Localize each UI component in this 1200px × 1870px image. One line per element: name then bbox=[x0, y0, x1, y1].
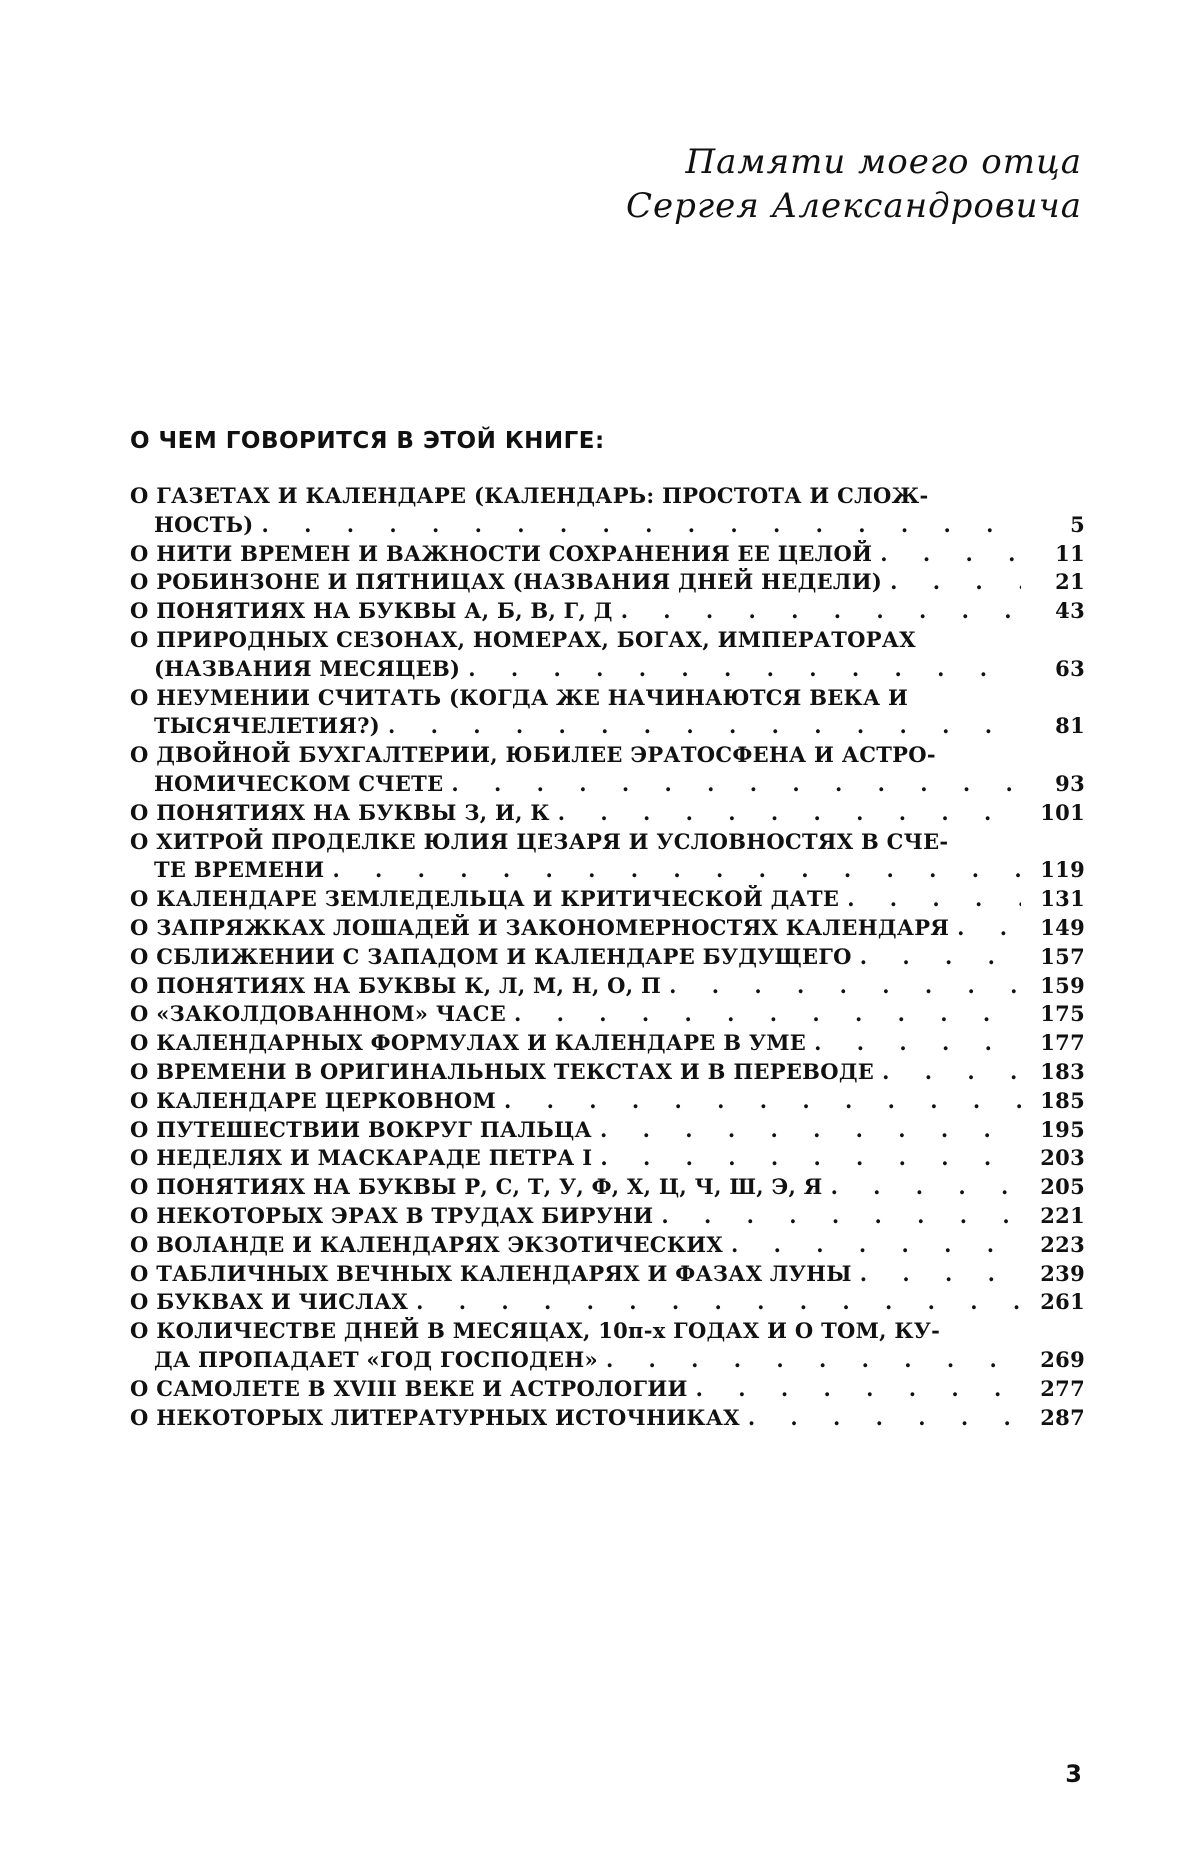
toc-entry-title-line bbox=[130, 540, 1021, 569]
toc-entry-title-text: О ПРИРОДНЫХ СЕЗОНАХ, НОМЕРАХ, БОГАХ, ИМПЕРАТОРАХ bbox=[130, 626, 916, 652]
toc-entry-title-line bbox=[130, 1173, 1021, 1202]
toc-entry-title bbox=[130, 1260, 1021, 1289]
toc-entry-page: 43 bbox=[1055, 598, 1085, 624]
toc-entry-title bbox=[130, 741, 1021, 799]
toc-entry-title bbox=[130, 972, 1021, 1001]
toc-entry-page: 287 bbox=[1040, 1404, 1085, 1430]
dot-leader bbox=[814, 1029, 1021, 1058]
toc-entry-title-text: НОМИЧЕСКОМ СЧЕТЕ bbox=[154, 770, 444, 796]
toc-entry bbox=[130, 1260, 1085, 1289]
dot-leader bbox=[831, 1173, 1021, 1202]
toc-entry-page: 205 bbox=[1040, 1174, 1085, 1200]
toc-entry-title-text: ДА ПРОПАДАЕТ «ГОД ГОСПОДЕН» bbox=[154, 1346, 598, 1372]
toc-entry-title-text: О ПОНЯТИЯХ НА БУКВЫ А, Б, В, Г, Д bbox=[130, 598, 613, 624]
toc-entry bbox=[130, 540, 1085, 569]
toc-entry-page: 175 bbox=[1040, 1001, 1085, 1027]
toc-entry-title-text: О ХИТРОЙ ПРОДЕЛКЕ ЮЛИЯ ЦЕЗАРЯ И УСЛОВНОСТЯХ В СЧЕ- bbox=[130, 828, 949, 854]
toc-entry-page: 203 bbox=[1040, 1145, 1085, 1171]
toc-entry-title-text: О ТАБЛИЧНЫХ ВЕЧНЫХ КАЛЕНДАРЯХ И ФАЗАХ ЛУНЫ bbox=[130, 1260, 852, 1286]
toc-entry-title-line bbox=[130, 1317, 1021, 1346]
toc-entry-title-text: О ПУТЕШЕСТВИИ ВОКРУГ ПАЛЬЦА bbox=[130, 1116, 592, 1142]
dot-leader bbox=[621, 597, 1021, 626]
toc-entry-page: 221 bbox=[1040, 1202, 1085, 1228]
toc-entry bbox=[130, 1173, 1085, 1202]
toc-entry-title bbox=[130, 1317, 1021, 1375]
dot-leader bbox=[504, 1087, 1021, 1116]
toc-entry-page: 159 bbox=[1040, 972, 1085, 998]
toc-entry-title-line bbox=[130, 1000, 1021, 1029]
toc-entry-title-line bbox=[130, 741, 1021, 770]
toc-entry-title bbox=[130, 540, 1021, 569]
dot-leader bbox=[696, 1375, 1021, 1404]
toc-entry-title-line bbox=[130, 684, 1021, 713]
toc-entry bbox=[130, 482, 1085, 540]
toc-entry-title bbox=[130, 1087, 1021, 1116]
dot-leader bbox=[860, 943, 1021, 972]
toc-entry-title-text: О ПОНЯТИЯХ НА БУКВЫ Р, С, Т, У, Ф, Х, Ц, Ч, Ш, Э, Я bbox=[130, 1174, 823, 1200]
toc-entry-title-text: О «ЗАКОЛДОВАННОМ» ЧАСЕ bbox=[130, 1001, 507, 1027]
toc-entry-title-line bbox=[130, 972, 1021, 1001]
table-of-contents bbox=[130, 482, 1085, 1432]
toc-entry-title-line bbox=[130, 655, 1021, 684]
toc-entry-title-text: ТЫСЯЧЕЛЕТИЯ?) bbox=[154, 713, 380, 739]
dot-leader bbox=[600, 1144, 1021, 1173]
toc-entry-page: 81 bbox=[1055, 713, 1085, 739]
toc-entry-title-text: О НЕДЕЛЯХ И МАСКАРАДЕ ПЕТРА I bbox=[130, 1145, 593, 1171]
toc-entry-title-text: О СБЛИЖЕНИИ С ЗАПАДОМ И КАЛЕНДАРЕ БУДУЩЕГО bbox=[130, 943, 852, 969]
toc-entry-title-line bbox=[130, 1029, 1021, 1058]
toc-entry-page: 157 bbox=[1040, 943, 1085, 969]
dot-leader bbox=[416, 1288, 1021, 1317]
toc-entry-title-line bbox=[130, 511, 1021, 540]
toc-entry-title bbox=[130, 482, 1021, 540]
toc-entry-title-line bbox=[130, 1260, 1021, 1289]
toc-entry-title-line bbox=[130, 828, 1021, 857]
toc-entry-title-text: О НЕУМЕНИИ СЧИТАТЬ (КОГДА ЖЕ НАЧИНАЮТСЯ ВЕКА И bbox=[130, 684, 909, 710]
toc-entry bbox=[130, 684, 1085, 742]
toc-entry-title-line bbox=[130, 568, 1021, 597]
dot-leader bbox=[957, 914, 1021, 943]
toc-entry-title-text: О КОЛИЧЕСТВЕ ДНЕЙ В МЕСЯЦАХ, 10п-х ГОДАХ И О ТОМ, КУ- bbox=[130, 1318, 941, 1344]
toc-entry-title-line bbox=[130, 1404, 1021, 1433]
toc-entry-title-line bbox=[130, 1288, 1021, 1317]
toc-entry-title bbox=[130, 568, 1021, 597]
toc-entry bbox=[130, 943, 1085, 972]
toc-entry-page: 269 bbox=[1040, 1346, 1085, 1372]
toc-entry bbox=[130, 1029, 1085, 1058]
toc-entry-title-line bbox=[130, 1231, 1021, 1260]
dot-leader bbox=[882, 1058, 1021, 1087]
toc-entry-page: 261 bbox=[1040, 1289, 1085, 1315]
dot-leader bbox=[880, 540, 1021, 569]
toc-entry-title bbox=[130, 943, 1021, 972]
toc-entry-title bbox=[130, 626, 1021, 684]
dot-leader bbox=[890, 568, 1021, 597]
dot-leader bbox=[558, 799, 1021, 828]
toc-entry-title-line bbox=[130, 626, 1021, 655]
toc-entry-title-line bbox=[130, 1346, 1021, 1375]
dot-leader bbox=[860, 1260, 1021, 1289]
page-number: 3 bbox=[1065, 1760, 1082, 1788]
toc-entry-title-line bbox=[130, 712, 1021, 741]
toc-entry-title-text: О ПОНЯТИЯХ НА БУКВЫ З, И, К bbox=[130, 799, 550, 825]
toc-entry bbox=[130, 1058, 1085, 1087]
toc-entry bbox=[130, 741, 1085, 799]
toc-entry-title bbox=[130, 684, 1021, 742]
toc-entry-page: 149 bbox=[1040, 914, 1085, 940]
toc-entry-page: 223 bbox=[1040, 1231, 1085, 1257]
toc-entry-title-text: О КАЛЕНДАРЕ ЗЕМЛЕДЕЛЬЦА И КРИТИЧЕСКОЙ ДАТЕ bbox=[130, 886, 840, 912]
toc-entry-title-line bbox=[130, 770, 1021, 799]
toc-entry-title bbox=[130, 1058, 1021, 1087]
toc-entry-title bbox=[130, 1144, 1021, 1173]
toc-entry-title-text: О ГАЗЕТАХ И КАЛЕНДАРЕ (КАЛЕНДАРЬ: ПРОСТОТА И СЛОЖ- bbox=[130, 483, 929, 508]
toc-entry bbox=[130, 828, 1085, 886]
toc-entry-title-line bbox=[130, 856, 1021, 885]
toc-entry-title-text: О РОБИНЗОНЕ И ПЯТНИЦАХ (НАЗВАНИЯ ДНЕЙ НЕДЕЛИ) bbox=[130, 569, 883, 595]
toc-entry bbox=[130, 1144, 1085, 1173]
toc-entry-title bbox=[130, 1375, 1021, 1404]
toc-entry bbox=[130, 568, 1085, 597]
toc-entry-title bbox=[130, 828, 1021, 886]
dot-leader bbox=[388, 712, 1021, 741]
toc-entry-page: 93 bbox=[1055, 770, 1085, 796]
dot-leader bbox=[262, 511, 1021, 540]
toc-entry-page: 177 bbox=[1040, 1030, 1085, 1056]
toc-entry-page: 131 bbox=[1040, 886, 1085, 912]
toc-entry-title-text: О БУКВАХ И ЧИСЛАХ bbox=[130, 1289, 409, 1315]
toc-entry-title-text: О ЗАПРЯЖКАХ ЛОШАДЕЙ И ЗАКОНОМЕРНОСТЯХ КАЛЕНДАРЯ bbox=[130, 914, 950, 940]
toc-entry-title-line bbox=[130, 597, 1021, 626]
toc-entry-page: 239 bbox=[1040, 1260, 1085, 1286]
toc-entry-title-line bbox=[130, 1202, 1021, 1231]
toc-entry-title-line bbox=[130, 885, 1021, 914]
toc-entry-page: 195 bbox=[1040, 1116, 1085, 1142]
dot-leader bbox=[606, 1346, 1021, 1375]
toc-entry-page: 5 bbox=[1070, 511, 1085, 537]
toc-entry-page: 183 bbox=[1040, 1058, 1085, 1084]
toc-entry-title-line bbox=[130, 1375, 1021, 1404]
toc-entry-title bbox=[130, 1231, 1021, 1260]
toc-entry-title bbox=[130, 1404, 1021, 1433]
dot-leader bbox=[514, 1000, 1021, 1029]
toc-entry-title bbox=[130, 914, 1021, 943]
dot-leader bbox=[332, 856, 1021, 885]
dot-leader bbox=[451, 770, 1021, 799]
toc-entry-title-line bbox=[130, 943, 1021, 972]
toc-entry-title bbox=[130, 597, 1021, 626]
dot-leader bbox=[731, 1231, 1021, 1260]
dot-leader bbox=[468, 655, 1021, 684]
toc-entry-title-line bbox=[130, 1144, 1021, 1173]
toc-entry bbox=[130, 1231, 1085, 1260]
toc-entry-title-text: О ВОЛАНДЕ И КАЛЕНДАРЯХ ЭКЗОТИЧЕСКИХ bbox=[130, 1231, 723, 1257]
toc-entry-title bbox=[130, 1000, 1021, 1029]
toc-entry bbox=[130, 1317, 1085, 1375]
toc-entry-title bbox=[130, 885, 1021, 914]
dedication bbox=[626, 140, 1082, 228]
toc-entry-title-line bbox=[130, 1116, 1021, 1145]
toc-entry-title-text: (НАЗВАНИЯ МЕСЯЦЕВ) bbox=[154, 655, 461, 681]
toc-heading: О ЧЕМ ГОВОРИТСЯ В ЭТОЙ КНИГЕ: bbox=[130, 428, 605, 454]
toc-entry-title bbox=[130, 1173, 1021, 1202]
toc-entry bbox=[130, 1288, 1085, 1317]
toc-entry-title-text: О НИТИ ВРЕМЕН И ВАЖНОСТИ СОХРАНЕНИЯ ЕЕ ЦЕЛОЙ bbox=[130, 540, 873, 566]
toc-entry bbox=[130, 914, 1085, 943]
toc-entry-title-text: О КАЛЕНДАРНЫХ ФОРМУЛАХ И КАЛЕНДАРЕ В УМЕ bbox=[130, 1030, 807, 1056]
toc-entry-page: 11 bbox=[1055, 540, 1085, 566]
toc-entry bbox=[130, 799, 1085, 828]
toc-entry-title bbox=[130, 1288, 1021, 1317]
toc-entry-title-text: НОСТЬ) bbox=[154, 511, 254, 537]
toc-entry bbox=[130, 1202, 1085, 1231]
toc-entry bbox=[130, 597, 1085, 626]
toc-entry bbox=[130, 885, 1085, 914]
toc-entry-title-text: О ПОНЯТИЯХ НА БУКВЫ К, Л, М, Н, О, П bbox=[130, 972, 662, 998]
toc-entry-page: 101 bbox=[1040, 799, 1085, 825]
toc-entry-title-text: О НЕКОТОРЫХ ЭРАХ В ТРУДАХ БИРУНИ bbox=[130, 1202, 654, 1228]
toc-entry-title-text: О ВРЕМЕНИ В ОРИГИНАЛЬНЫХ ТЕКСТАХ И В ПЕРЕВОДЕ bbox=[130, 1058, 875, 1084]
dot-leader bbox=[748, 1404, 1021, 1433]
toc-entry-title-line bbox=[130, 799, 1021, 828]
toc-entry-title-line bbox=[130, 1087, 1021, 1116]
toc-entry-title-text: О САМОЛЕТЕ В XVIII ВЕКЕ И АСТРОЛОГИИ bbox=[130, 1375, 688, 1401]
toc-entry-page: 63 bbox=[1055, 655, 1085, 681]
dot-leader bbox=[600, 1116, 1021, 1145]
dedication-line-2: Сергея Александровича bbox=[626, 186, 1082, 226]
toc-entry-title-line bbox=[130, 1058, 1021, 1087]
dot-leader bbox=[847, 885, 1021, 914]
dot-leader bbox=[669, 972, 1021, 1001]
toc-entry-title bbox=[130, 1202, 1021, 1231]
toc-entry bbox=[130, 1375, 1085, 1404]
toc-entry-title-text: О ДВОЙНОЙ БУХГАЛТЕРИИ, ЮБИЛЕЕ ЭРАТОСФЕНА И АСТРО- bbox=[130, 742, 936, 768]
toc-entry-title bbox=[130, 799, 1021, 828]
toc-entry-title-text: ТЕ ВРЕМЕНИ bbox=[154, 857, 325, 883]
toc-entry-title-text: О КАЛЕНДАРЕ ЦЕРКОВНОМ bbox=[130, 1087, 497, 1113]
toc-entry-page: 21 bbox=[1055, 569, 1085, 595]
toc-entry-page: 185 bbox=[1040, 1087, 1085, 1113]
toc-entry bbox=[130, 1404, 1085, 1433]
toc-entry bbox=[130, 1116, 1085, 1145]
toc-entry-page: 277 bbox=[1040, 1375, 1085, 1401]
dedication-line-1: Памяти моего отца bbox=[685, 142, 1082, 182]
toc-entry-title-line bbox=[130, 914, 1021, 943]
toc-entry bbox=[130, 972, 1085, 1001]
toc-entry-title-text: О НЕКОТОРЫХ ЛИТЕРАТУРНЫХ ИСТОЧНИКАХ bbox=[130, 1404, 740, 1430]
toc-entry bbox=[130, 626, 1085, 684]
dot-leader bbox=[661, 1202, 1021, 1231]
toc-entry-title bbox=[130, 1116, 1021, 1145]
toc-entry-title bbox=[130, 1029, 1021, 1058]
toc-entry bbox=[130, 1000, 1085, 1029]
toc-entry-page: 119 bbox=[1040, 857, 1085, 883]
toc-entry-title-line bbox=[130, 482, 1021, 511]
toc-entry bbox=[130, 1087, 1085, 1116]
